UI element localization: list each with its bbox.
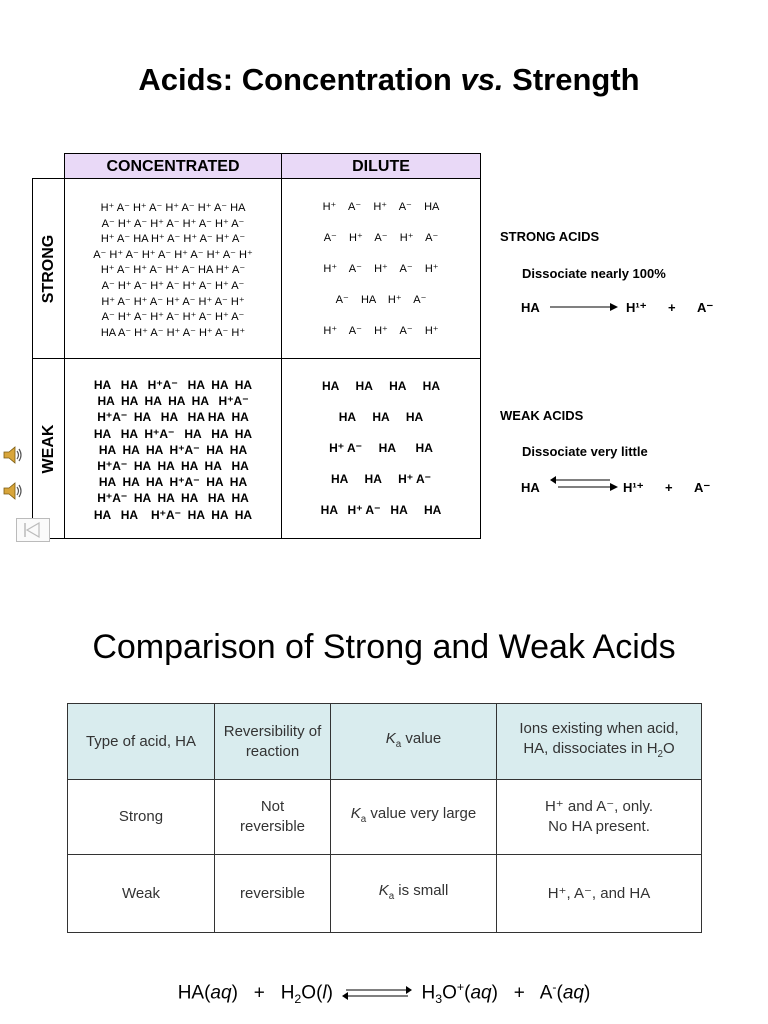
table-header-row <box>68 704 702 780</box>
cell-ions: H⁺ and A⁻, only. No HA present. <box>497 780 702 855</box>
page-title: Acids: Concentration vs. Strength <box>138 62 640 97</box>
particle-line: H⁺ A⁻ H⁺ A⁻ H⁺ A⁻ H⁺ A⁻ HA <box>100 202 246 214</box>
particle-line: A⁻ H⁺ A⁻ H⁺ A⁻ <box>323 232 439 244</box>
weak-eq-plus: + <box>665 480 673 495</box>
cell-weak-dilute <box>281 358 481 539</box>
header-dilute: DILUTE <box>281 153 481 179</box>
comparison-table <box>67 703 702 933</box>
forward-arrow-icon <box>550 301 618 313</box>
weak-eq-reactant: HA <box>521 480 540 495</box>
particle-line: HA HA HA H⁺A⁻ HA HA <box>98 475 248 490</box>
particle-line: HA A⁻ H⁺ A⁻ H⁺ A⁻ H⁺ A⁻ H⁺ <box>100 326 246 339</box>
table-row <box>68 780 702 855</box>
strong-eq-reactant: HA <box>521 300 540 315</box>
equilibrium-arrow-icon <box>342 986 412 1000</box>
strong-eq-a: A⁻ <box>697 300 714 315</box>
cell-type: Weak <box>68 855 215 933</box>
cell-reversibility: reversible <box>215 855 331 933</box>
table-row <box>68 855 702 933</box>
speaker-icon[interactable] <box>2 444 24 466</box>
row-label-weak: WEAK <box>40 424 57 473</box>
dissociation-equation: HA(aq) + $H_2O(l)$ $H_3O^+(aq)$ + A-(aq) <box>177 980 591 1007</box>
comparison-title: Comparison of Strong and Weak Acids <box>92 628 676 666</box>
particle-line: HA HA HA HA HA H⁺A⁻ <box>97 394 249 409</box>
row-label-weak-cell <box>32 358 65 539</box>
particle-line: HA HA HA H⁺A⁻ HA HA <box>98 442 248 457</box>
cell-ka: $K_a$ is small <box>331 855 497 933</box>
particle-line: HA HA H⁺A⁻ HA HA HA <box>93 426 253 441</box>
header-type: Type of acid, HA <box>68 704 215 780</box>
header-reversibility: Reversibility of reaction <box>215 704 331 780</box>
skip-back-icon <box>17 519 49 541</box>
header-concentrated: CONCENTRATED <box>64 153 282 179</box>
particle-line: H⁺ A⁻ HA H⁺ A⁻ H⁺ A⁻ H⁺ A⁻ <box>100 233 246 246</box>
particle-line: HA HA H⁺ A⁻ <box>330 472 431 486</box>
particle-line: H⁺A⁻ HA HA HA HA HA <box>97 491 249 506</box>
particle-line: HA HA HA <box>338 410 424 424</box>
particle-line: H⁺ A⁻ H⁺ A⁻ H⁺ A⁻ H⁺ A⁻ H⁺ <box>101 295 245 308</box>
particle-line: H⁺ A⁻ H⁺ A⁻ H⁺ <box>323 263 439 275</box>
cell-type: Strong <box>68 780 215 855</box>
particle-line: A⁻ H⁺ A⁻ H⁺ A⁻ H⁺ A⁻ H⁺ A⁻ H⁺ <box>93 248 253 261</box>
back-button[interactable] <box>16 518 50 542</box>
strong-eq-h: H¹⁺ <box>626 300 647 315</box>
particle-line: H⁺A⁻ HA HA HA HA HA <box>97 459 249 473</box>
strong-acids-desc: Dissociate nearly 100% <box>522 266 666 281</box>
particle-line: HA HA H⁺A⁻ HA HA HA <box>93 378 253 392</box>
header-ions: Ions existing when acid, HA, dissociates in $H_2O$ <box>497 704 702 780</box>
particle-line: HA HA H⁺A⁻ HA HA HA <box>93 507 253 522</box>
acid-matrix <box>32 153 481 539</box>
cell-reversibility: Not reversible <box>215 780 331 855</box>
particle-line: H⁺A⁻ HA HA HA HA HA <box>97 410 249 425</box>
particle-line: H⁺ A⁻ H⁺ A⁻ HA <box>322 201 440 213</box>
equilibrium-arrow-icon <box>550 476 618 492</box>
weak-acids-label: WEAK ACIDS <box>500 408 584 423</box>
speaker-icon[interactable] <box>2 480 24 502</box>
weak-acids-desc: Dissociate very little <box>522 444 648 459</box>
cell-strong-concentrated <box>64 178 282 359</box>
header-ka: $K_a$ value <box>331 704 497 780</box>
strong-eq-plus: + <box>668 300 676 315</box>
row-label-strong-cell <box>32 178 65 358</box>
cell-strong-dilute <box>281 178 481 359</box>
particle-line: A⁻ H⁺ A⁻ H⁺ A⁻ H⁺ A⁻ H⁺ A⁻ <box>101 217 245 230</box>
weak-eq-h: H¹⁺ <box>623 480 644 495</box>
cell-ka: $K_a$ value very large <box>331 780 497 855</box>
particle-line: H⁺ A⁻ HA HA <box>329 441 433 455</box>
particle-line: A⁻ H⁺ A⁻ H⁺ A⁻ H⁺ A⁻ H⁺ A⁻ <box>101 280 245 292</box>
particle-line: HA HA HA HA <box>321 379 440 393</box>
row-label-strong: STRONG <box>40 234 57 303</box>
particle-line: H⁺ A⁻ H⁺ A⁻ H⁺ <box>323 325 439 337</box>
particle-line: H⁺ A⁻ H⁺ A⁻ H⁺ A⁻ HA H⁺ A⁻ <box>100 264 246 277</box>
cell-ions: H⁺, A⁻, and HA <box>497 855 702 933</box>
particle-line: A⁻ H⁺ A⁻ H⁺ A⁻ H⁺ A⁻ H⁺ A⁻ <box>101 311 245 324</box>
strong-acids-label: STRONG ACIDS <box>500 229 600 244</box>
cell-weak-concentrated <box>64 358 282 539</box>
weak-eq-a: A⁻ <box>694 480 711 495</box>
particle-line: HA H⁺ A⁻ HA HA <box>320 503 442 517</box>
particle-line: A⁻ HA H⁺ A⁻ <box>335 294 427 306</box>
